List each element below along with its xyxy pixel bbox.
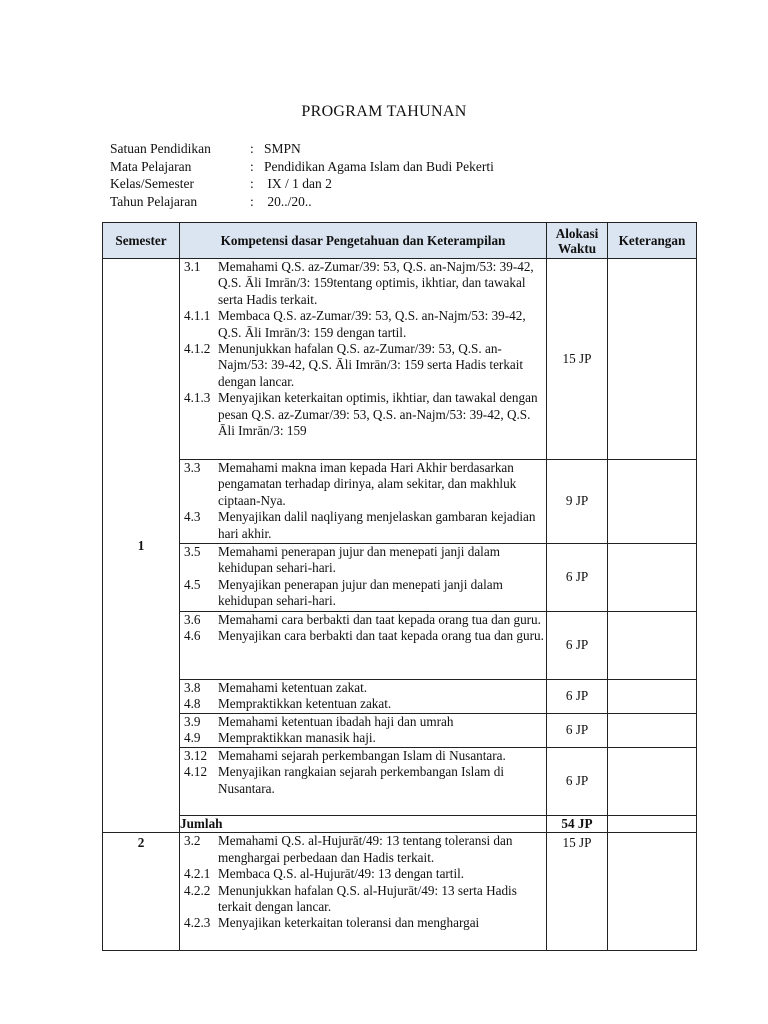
identity-label: Tahun Pelajaran xyxy=(110,193,198,209)
kd-item xyxy=(184,866,544,882)
kd-text: Menyajikan cara berbakti dan taat kepada orang tua dan guru. xyxy=(218,628,544,644)
identity-colon: : xyxy=(250,141,254,156)
kd-item xyxy=(184,680,544,696)
table-row xyxy=(103,544,697,612)
kd-cell xyxy=(180,460,547,544)
kd-text: Memahami ketentuan ibadah haji dan umrah xyxy=(218,714,454,729)
alokasi-cell: 6 JP xyxy=(547,680,608,714)
header-alokasi: Alokasi Waktu xyxy=(547,223,608,259)
keterangan-cell xyxy=(608,816,697,833)
kd-cell xyxy=(180,748,547,816)
kd-cell xyxy=(180,612,547,680)
kd-item xyxy=(184,833,544,866)
kd-number: 4.2.2 xyxy=(184,882,211,898)
kd-number: 4.5 xyxy=(184,576,201,592)
kd-number: 4.12 xyxy=(184,764,208,780)
kd-cell xyxy=(180,680,547,714)
header-keterangan: Keterangan xyxy=(608,223,697,259)
kd-item xyxy=(184,390,544,439)
kd-text: Menyajikan dalil naqliyang menjelaskan gambaran kejadian hari akhir. xyxy=(218,509,536,541)
semester-cell: 1 xyxy=(103,259,180,833)
kd-text: Menunjukkan hafalan Q.S. az-Zumar/39: 53, Q.S. an-Najm/53: 39-42, Q.S. Ᾱli Imrān/3: 159 serta Hadis terkait dengan lancar. xyxy=(218,341,524,389)
identity-value: Pendidikan Agama Islam dan Budi Pekerti xyxy=(264,158,494,174)
kd-text: Memahami cara berbakti dan taat kepada orang tua dan guru. xyxy=(218,612,541,627)
alokasi-cell: 9 JP xyxy=(547,460,608,544)
kd-item xyxy=(184,714,544,730)
kd-item xyxy=(184,764,544,797)
kd-number: 4.2.1 xyxy=(184,866,211,882)
kd-item xyxy=(184,341,544,390)
table-row xyxy=(103,612,697,680)
identity-colon: : xyxy=(250,193,254,209)
kd-number: 3.6 xyxy=(184,612,201,627)
kd-cell xyxy=(180,833,547,951)
identity-value: SMPN xyxy=(264,141,301,156)
identity-row-kelas xyxy=(110,175,494,193)
identity-colon: : xyxy=(250,158,254,174)
identity-value: 20../20.. xyxy=(264,193,312,209)
table-row xyxy=(103,833,697,951)
kd-text: Membaca Q.S. az-Zumar/39: 53, Q.S. an-Najm/53: 39-42, Q.S. Ᾱli Imrān/3: 159 dengan tartil. xyxy=(218,308,526,340)
keterangan-cell xyxy=(608,833,697,951)
kd-text: Menyajikan keterkaitan toleransi dan menghargai xyxy=(218,915,480,931)
keterangan-cell xyxy=(608,612,697,680)
keterangan-cell xyxy=(608,748,697,816)
identity-label: Kelas/Semester xyxy=(110,176,194,191)
table-row xyxy=(103,259,697,460)
kd-item xyxy=(184,259,544,308)
kd-text: Memahami Q.S. az-Zumar/39: 53, Q.S. an-Najm/53: 39-42, Q.S. Ᾱli Imrān/3: 159tentang optimis, ikhtiar, dan tawakal serta Hadis terkait. xyxy=(218,259,534,307)
kd-number: 3.12 xyxy=(184,748,208,763)
identity-row-mapel xyxy=(110,158,494,176)
kd-item xyxy=(184,696,544,712)
identity-row-tahun xyxy=(110,193,494,211)
kd-number: 4.1.3 xyxy=(184,390,211,406)
kd-item xyxy=(184,730,544,746)
kd-text: Mempraktikkan manasik haji. xyxy=(218,730,376,746)
kd-cell xyxy=(180,544,547,612)
keterangan-cell xyxy=(608,460,697,544)
table-row xyxy=(103,748,697,816)
alokasi-cell: 6 JP xyxy=(547,612,608,680)
kd-item xyxy=(184,748,544,764)
kd-text: Menyajikan rangkaian sejarah perkembangan Islam di Nusantara. xyxy=(218,764,504,796)
alokasi-cell: 15 JP xyxy=(547,259,608,460)
identity-colon: : xyxy=(250,176,254,191)
kd-number: 4.6 xyxy=(184,628,201,644)
header-semester: Semester xyxy=(103,223,180,259)
kd-number: 4.1.2 xyxy=(184,341,211,357)
jumlah-label: Jumlah xyxy=(180,816,547,833)
header-kompetensi: Kompetensi dasar Pengetahuan dan Keterampilan xyxy=(180,223,547,259)
kd-text: Memahami Q.S. al-Hujurāt/49: 13 tentang toleransi dan menghargai perbedaan dan Hadis terkait. xyxy=(218,833,513,865)
kd-text: Menyajikan keterkaitan optimis, ikhtiar, dan tawakal dengan pesan Q.S. az-Zumar/39: 53, Q.S. an-Najm/53: 39-42, Q.S. Ᾱli Imrān/3: 159 xyxy=(218,390,538,439)
kd-number: 4.2.3 xyxy=(184,915,211,931)
identity-block xyxy=(110,140,494,210)
kd-number: 3.8 xyxy=(184,680,201,695)
kd-cell xyxy=(180,259,547,460)
kd-number: 4.3 xyxy=(184,509,201,525)
keterangan-cell xyxy=(608,259,697,460)
program-table xyxy=(102,222,697,951)
kd-item xyxy=(184,577,544,610)
kd-text: Memahami ketentuan zakat. xyxy=(218,680,368,695)
identity-row-satuan xyxy=(110,140,494,158)
kd-number: 4.8 xyxy=(184,696,201,712)
kd-text: Memahami sejarah perkembangan Islam di Nusantara. xyxy=(218,748,506,763)
keterangan-cell xyxy=(608,714,697,748)
alokasi-cell: 6 JP xyxy=(547,714,608,748)
kd-number: 4.1.1 xyxy=(184,308,211,324)
jumlah-row xyxy=(103,816,697,833)
jumlah-value: 54 JP xyxy=(547,816,608,833)
kd-text: Memahami makna iman kepada Hari Akhir berdasarkan pengamatan terhadap dirinya, alam sekitar, dan makhluk ciptaan-Nya. xyxy=(218,460,517,508)
kd-text: Mempraktikkan ketentuan zakat. xyxy=(218,696,392,712)
kd-item xyxy=(184,308,544,341)
kd-item xyxy=(184,612,544,628)
identity-label: Satuan Pendidikan xyxy=(110,141,211,156)
keterangan-cell xyxy=(608,680,697,714)
kd-number: 3.9 xyxy=(184,714,201,729)
kd-number: 4.9 xyxy=(184,730,201,746)
table-row xyxy=(103,460,697,544)
kd-item xyxy=(184,544,544,577)
kd-item xyxy=(184,883,544,916)
table-row xyxy=(103,714,697,748)
kd-number: 3.2 xyxy=(184,833,201,849)
kd-item xyxy=(184,460,544,509)
kd-item xyxy=(184,628,544,644)
alokasi-cell: 6 JP xyxy=(547,544,608,612)
keterangan-cell xyxy=(608,544,697,612)
kd-text: Menyajikan penerapan jujur dan menepati janji dalam kehidupan sehari-hari. xyxy=(218,576,503,609)
kd-item xyxy=(184,915,544,931)
document-title: PROGRAM TAHUNAN xyxy=(301,103,467,120)
kd-number: 3.5 xyxy=(184,544,201,559)
semester-cell: 2 xyxy=(103,833,180,951)
kd-number: 3.3 xyxy=(184,460,201,475)
kd-text: Menunjukkan hafalan Q.S. al-Hujurāt/49: 13 serta Hadis terkait dengan lancar. xyxy=(218,882,517,915)
kd-item xyxy=(184,509,544,542)
kd-cell xyxy=(180,714,547,748)
alokasi-cell: 6 JP xyxy=(547,748,608,816)
table-row xyxy=(103,680,697,714)
kd-text: Memahami penerapan jujur dan menepati janji dalam kehidupan sehari-hari. xyxy=(218,544,500,576)
identity-label: Mata Pelajaran xyxy=(110,158,192,174)
alokasi-cell: 15 JP xyxy=(547,833,608,951)
kd-text: Membaca Q.S. al-Hujurāt/49: 13 dengan tartil. xyxy=(218,866,465,882)
kd-number: 3.1 xyxy=(184,259,201,274)
identity-value: IX / 1 dan 2 xyxy=(264,176,332,191)
table-header-row xyxy=(103,223,697,259)
